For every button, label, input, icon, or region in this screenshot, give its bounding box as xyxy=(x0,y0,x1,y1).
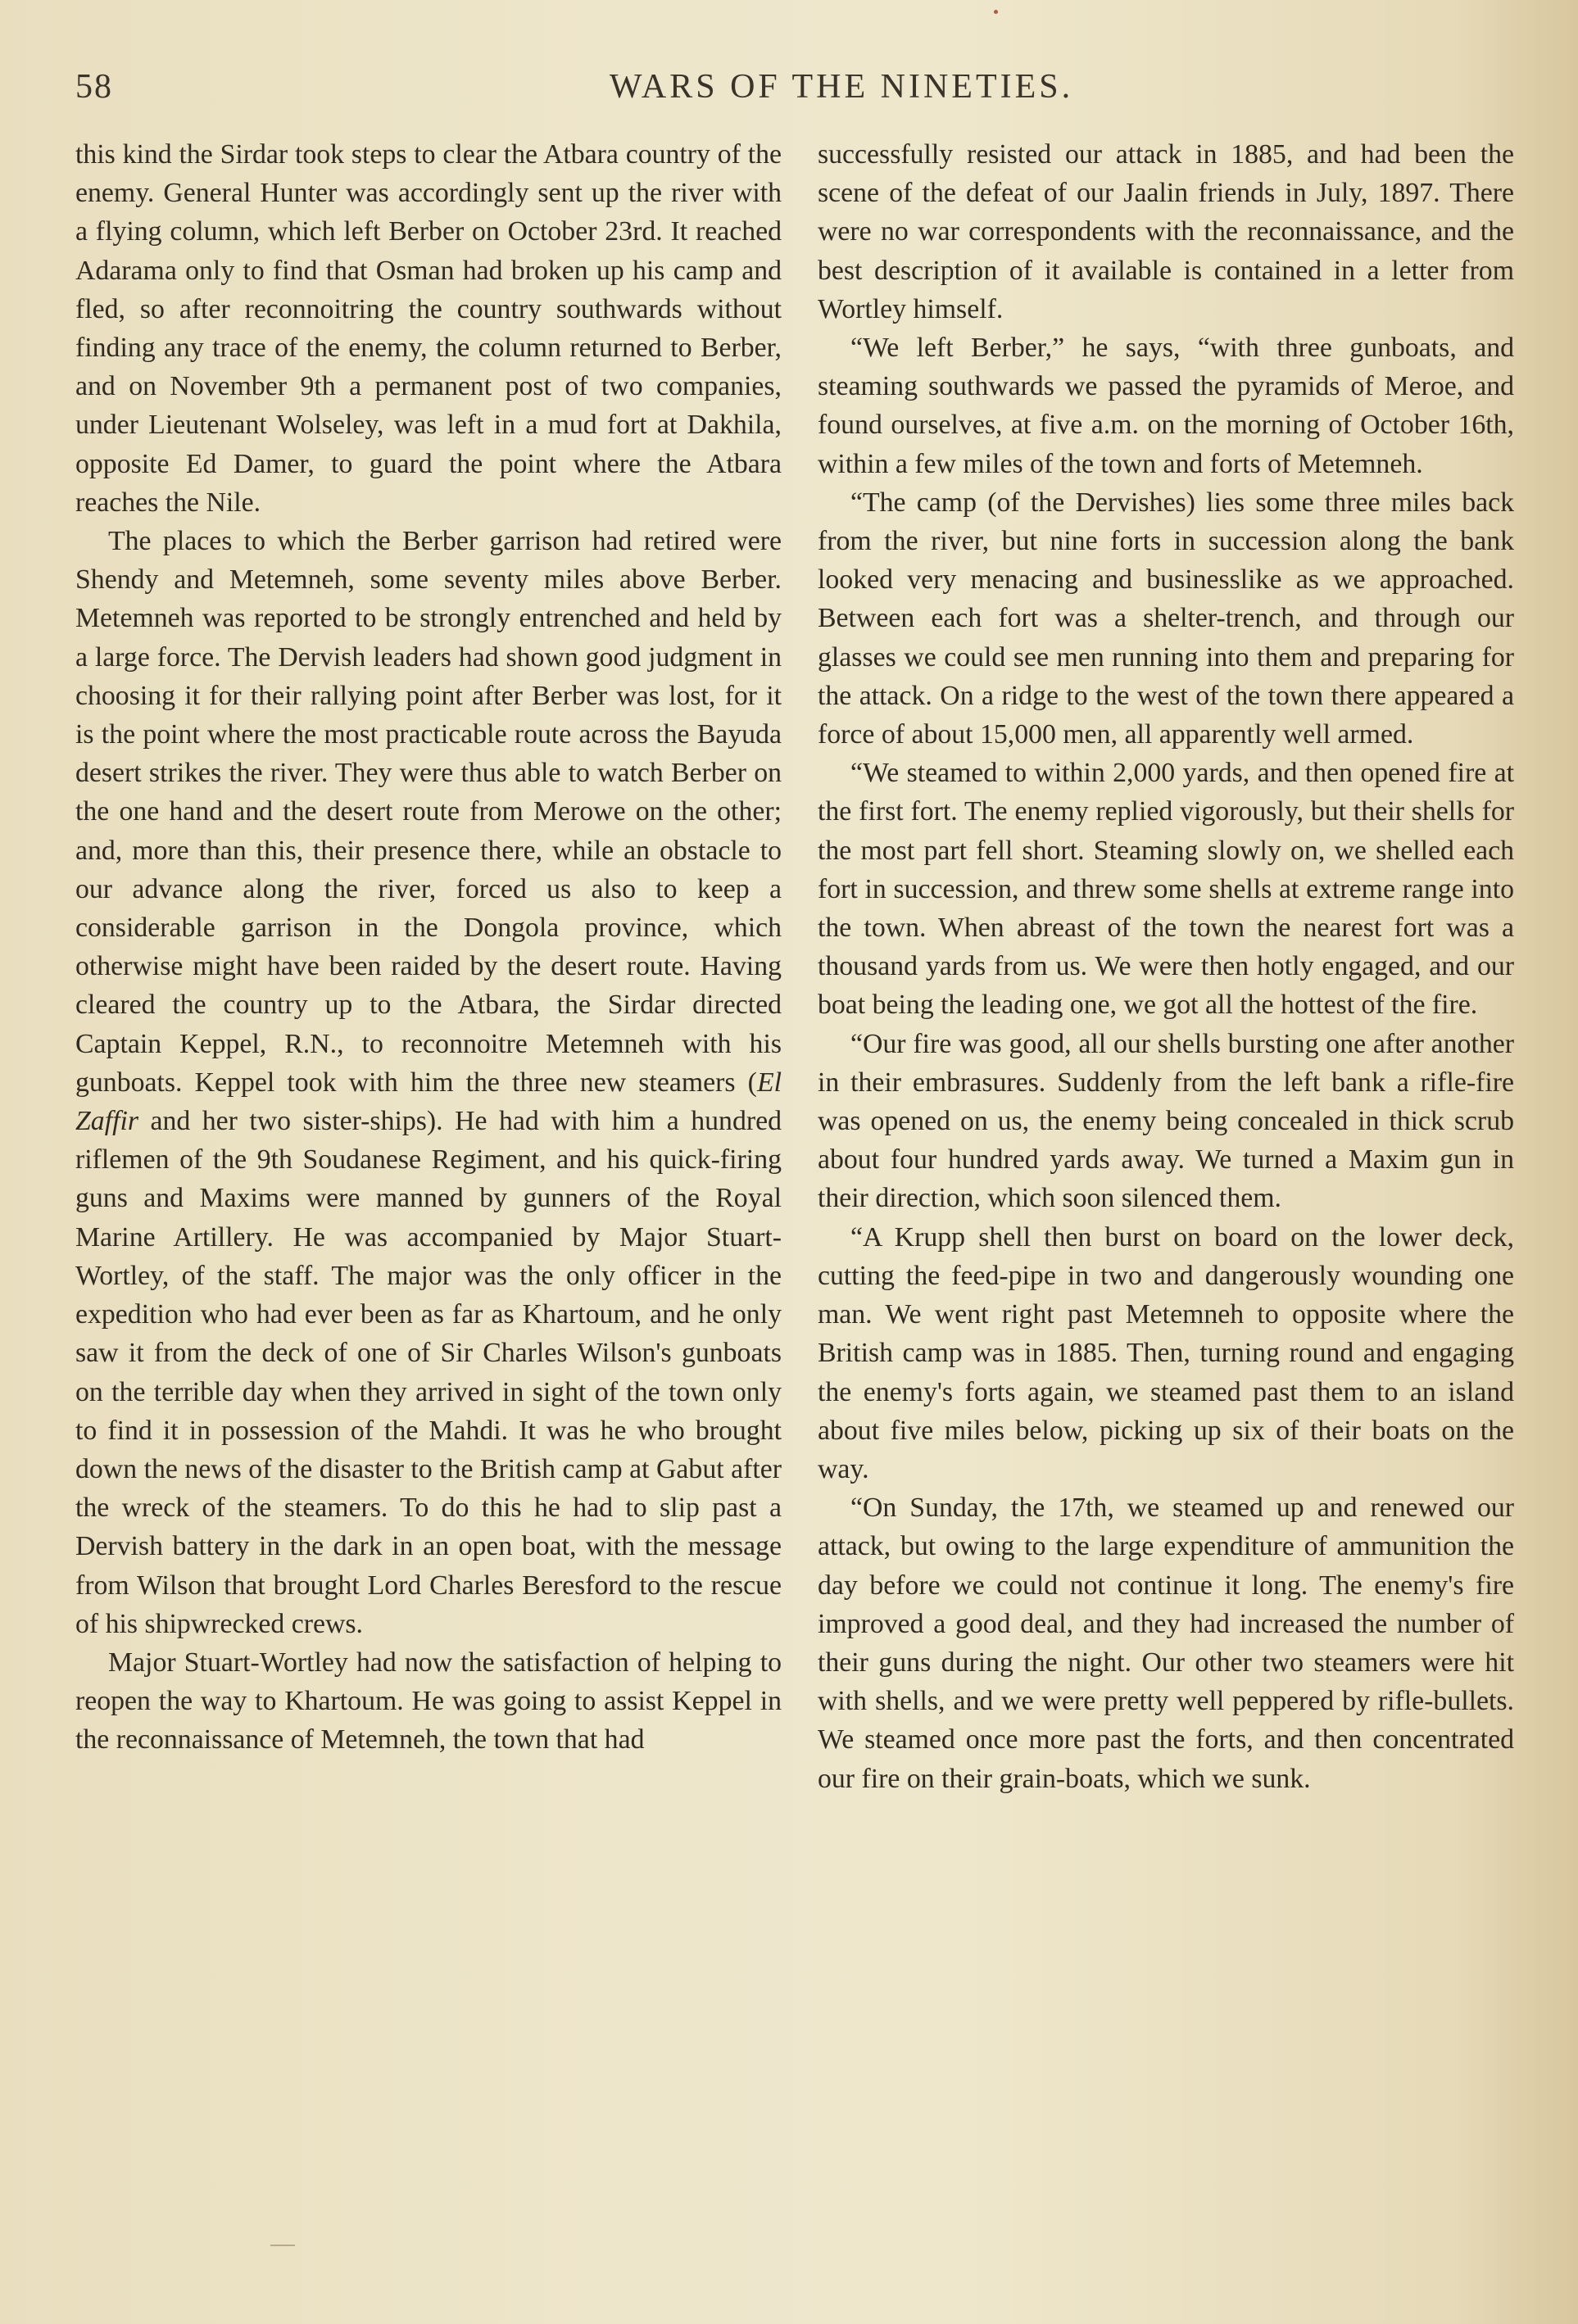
paragraph: “We steamed to within 2,000 yards, and then opened fire at the first fort. The enemy replied vigorously, but their shells for the most part fell short. Steaming slowly on, we shelled each fort in succession, and threw some shells at extreme range into the town. When abreast of the town the nearest fort was a thousand yards from us. We were then hotly engaged, and our boat being the leading one, we got all the hottest of the fire. xyxy=(818,758,1514,1021)
paragraph xyxy=(75,522,782,1643)
paragraph: Major Stuart-Wortley had now the satisfaction of helping to reopen the way to Khartoum. He was going to assist Keppel in the reconnaissance of Metemneh, the town that had xyxy=(75,1647,782,1755)
page-mark xyxy=(270,2245,295,2246)
paragraph-text: and her two sister-ships). He had with him a hundred riflemen of the 9th Soudanese Regiment, and his quick-firing guns and Maxims were manned by gunners of the Royal Marine Artillery. He was accompanied by Major Stuart-Wortley, of the staff. The major was the only officer in the expedition who had ever been as far as Khartoum, and he only saw it from the deck of one of Sir Charles Wilson's gunboats on the terrible day when they arrived in sight of the town only to find it in possession of the Mahdi. It was he who brought down the news of the disaster to the British camp at Gabut after the wreck of the steamers. To do this he had to slip past a Dervish battery in the dark in an open boat, with the message from Wilson that brought Lord Charles Beresford to the rescue of his shipwrecked crews. xyxy=(75,1106,782,1639)
paragraph: “Our fire was good, all our shells bursting one after another in their embrasures. Suddenly from the left bank a rifle-fire was opened on us, the enemy being concealed in thick scrub about four hundred yards away. We turned a Maxim gun in their direction, which soon silenced them. xyxy=(818,1028,1514,1214)
paragraph: “The camp (of the Dervishes) lies some three miles back from the river, but nine forts in succession along the bank looked very menacing and businesslike as we approached. Between each fort was a shelter-trench, and through our glasses we could see men running into them and preparing for the attack. On a ridge to the west of the town there appeared a force of about 15,000 men, all apparently well armed. xyxy=(818,487,1514,750)
right-column xyxy=(818,135,1514,1798)
page-number: 58 xyxy=(75,68,113,106)
paragraph: “A Krupp shell then burst on board on the lower deck, cutting the feed-pipe in two and dangerously wounding one man. We went right past Metemneh to opposite where the British camp was in 1885. Then, turning round and engaging the enemy's forts again, we steamed past them to an island about five miles below, picking up six of their boats on the way. xyxy=(818,1221,1514,1484)
paragraph-text: The places to which the Berber garrison had retired were Shendy and Metemneh, some seventy miles above Berber. Metemneh was reported to be strongly entrenched and held by a large force. The Dervish leaders had shown good judgment in choosing it for their rallying point after Berber was lost, for it is the point where the most practicable route across the Bayuda desert strikes the river. They were thus able to watch Berber on the one hand and the desert route from Merowe on the other; and, more than this, their presence there, while an obstacle to our advance along the river, forced us also to keep a considerable garrison in the Dongola province, which otherwise might have been raided by the desert route. Having cleared the country up to the Atbara, the Sirdar directed Captain Keppel, R.N., to reconnoitre Metemneh with his gunboats. Keppel took with him the three new steamers ( xyxy=(75,526,782,1098)
paragraph: successfully resisted our attack in 1885, and had been the scene of the defeat of our Jaalin friends in July, 1897. There were no war correspondents with the reconnaissance, and the best description of it available is contained in a letter from Wortley himself. xyxy=(818,139,1514,324)
paragraph: this kind the Sirdar took steps to clear the Atbara country of the enemy. General Hunter was accordingly sent up the river with a flying column, which left Berber on October 23rd. It reached Adarama only to find that Osman had broken up his camp and fled, so after reconnoitring the country southwards without finding any trace of the enemy, the column returned to Berber, and on November 9th a permanent post of two companies, under Lieutenant Wolseley, was left in a mud fort at Dakhila, opposite Ed Damer, to guard the point where the Atbara reaches the Nile. xyxy=(75,139,782,518)
paragraph: “On Sunday, the 17th, we steamed up and renewed our attack, but owing to the large expenditure of ammunition the day before we could not continue it long. The enemy's fire improved a good deal, and they had increased the number of their guns during the night. Our other two steamers were hit with shells, and we were pretty well peppered by rifle-bullets. We steamed once more past the forts, and then concentrated our fire on their grain-boats, which we sunk. xyxy=(818,1493,1514,1794)
paragraph: “We left Berber,” he says, “with three gunboats, and steaming southwards we passed the pyramids of Meroe, and found ourselves, at five a.m. on the morning of October 16th, within a few miles of the town and forts of Metemneh. xyxy=(818,333,1514,479)
left-column xyxy=(75,135,782,1760)
running-title: WARS OF THE NINETIES. xyxy=(609,68,1074,106)
page-header xyxy=(75,67,1534,116)
ink-speck xyxy=(994,10,998,14)
ship-name: El Zaffir xyxy=(75,1067,782,1137)
